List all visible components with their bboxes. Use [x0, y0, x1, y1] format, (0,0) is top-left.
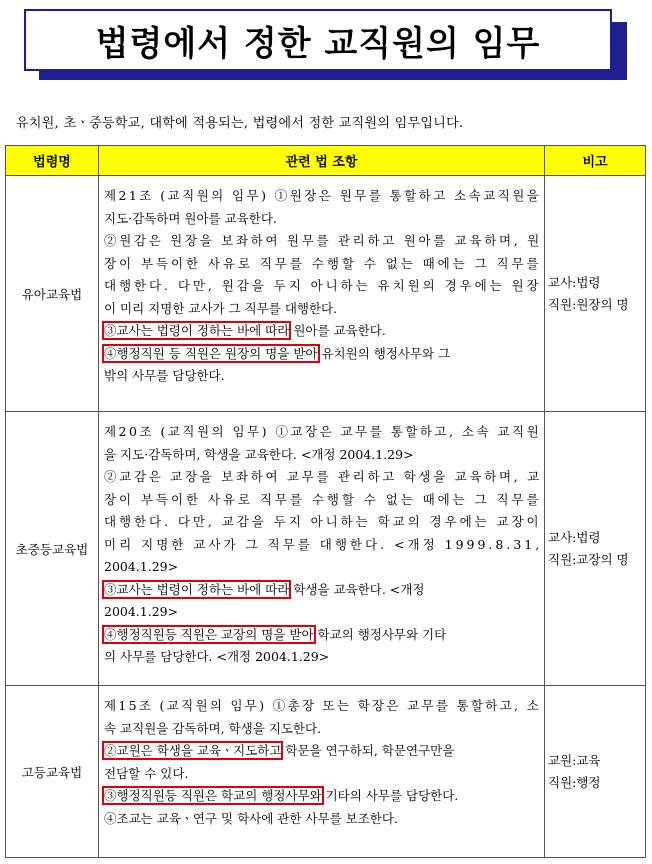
- clause-line: 속 교직원을 감독하며, 학생을 지도한다.: [104, 720, 322, 736]
- clause-line: 제20조 (교직원의 임무) ①교장은 교무를 통할하고, 소속 교직원: [104, 424, 542, 439]
- clause-line: ④조교는 교육ㆍ연구 및 학사에 관한 사무를 보조한다.: [104, 810, 398, 826]
- clause-line: 의 사무를 담당한다. <개정 2004.1.29>: [104, 649, 330, 664]
- clause-line: 지도·감독하며 원아를 교육한다.: [104, 210, 277, 226]
- clause-line: 2004.1.29>: [104, 559, 179, 574]
- clause-line: 대행한다. 다만, 교감을 두지 아니하는 학교의 경우에는 교장이: [104, 514, 542, 529]
- law-name: 초중등교육법: [6, 412, 99, 686]
- header-clause: 관련 법 조항: [99, 146, 545, 176]
- clause-line: ③교사는 법령이 정하는 바에 따라 학생을 교육한다. <개정: [104, 581, 425, 597]
- law-name: 고등교육법: [6, 686, 99, 858]
- clause-content: [99, 412, 545, 686]
- clause-line: ②원감은 원장을 보좌하여 원무를 관리하고 원아를 교육하며, 원: [104, 233, 542, 248]
- clause-line: ④행정직원 등 직원은 원장의 명을 받아 유치원의 행정사무와 그: [104, 345, 451, 361]
- header-note: 비고: [545, 146, 646, 176]
- clause-line: 이 미리 지명한 교사가 그 직무를 대행한다.: [104, 300, 338, 316]
- table-row: [6, 686, 646, 858]
- clause-line: 미리 지명한 교사가 그 직무를 대행한다. <개정 1999.8.31,: [104, 536, 543, 552]
- clause-line: 을 지도·감독하며, 학생을 교육한다. <개정 2004.1.29>: [104, 446, 414, 462]
- header-law: 법령명: [6, 146, 99, 176]
- duties-table: [5, 145, 646, 858]
- table-header-row: [6, 146, 646, 176]
- clause-line: 장이 부득이한 사유로 직무를 수행할 수 없는 때에는 그 직무를: [104, 255, 542, 271]
- clause-line: ③행정직원등 직원은 학교의 행정사무와 기타의 사무를 담당한다.: [104, 788, 459, 803]
- highlight-box: ④행정직원등 직원은 교장의 명을 받아: [104, 626, 314, 642]
- clause-line: ④행정직원등 직원은 교장의 명을 받아 학교의 행정사무와 기타: [104, 626, 447, 642]
- clause-line: 대행한다. 다만, 원감을 두지 아니하는 유치원의 경우에는 원장: [104, 278, 542, 293]
- law-name: 유아교육법: [6, 176, 99, 412]
- clause-line: ②교감은 교장을 보좌하여 교무를 관리하고 학생을 교육하며, 교: [104, 469, 542, 484]
- highlight-box: ③교사는 법령이 정하는 바에 따라: [104, 323, 290, 338]
- clause-line: 장이 부득이한 사유로 직무를 수행할 수 없는 때에는 그 직무를: [104, 491, 542, 507]
- clause-content: [99, 686, 545, 858]
- table-row: [6, 412, 646, 686]
- clause-line: 전담할 수 있다.: [104, 765, 189, 781]
- clause-line: 2004.1.29>: [104, 604, 179, 619]
- intro-text: 유치원, 초ㆍ중등학교, 대학에 적용되는, 법령에서 정한 교직원의 임무입니다.: [16, 116, 464, 131]
- highlight-box: ③교사는 법령이 정하는 바에 따라: [104, 581, 290, 597]
- note-cell: 교사:법령 직원:원장의 명: [545, 176, 646, 412]
- title-box: [24, 9, 612, 71]
- highlight-box: ②교원은 학생을 교육ㆍ지도하고: [104, 743, 282, 758]
- page-title: 법령에서 정한 교직원의 임무: [95, 23, 541, 64]
- note-cell: 교사:법령 직원:교장의 명: [545, 412, 646, 686]
- highlight-box: ④행정직원 등 직원은 원장의 명을 받아: [104, 345, 318, 361]
- note-cell: 교원:교육 직원:행정: [545, 686, 646, 858]
- clause-line: 제15조 (교직원의 임무) ①총장 또는 학장은 교무를 통할하고, 소: [104, 698, 541, 713]
- table-row: [6, 176, 646, 412]
- clause-content: [99, 176, 545, 412]
- clause-line: ②교원은 학생을 교육ㆍ지도하고 학문을 연구하되, 학문연구만을: [104, 743, 455, 758]
- highlight-box: ③행정직원등 직원은 학교의 행정사무와: [104, 788, 322, 803]
- clause-line: 제21조 (교직원의 임무) ①원장은 원무를 통할하고 소속교직원을: [104, 188, 542, 203]
- clause-line: 밖의 사무를 담당한다.: [104, 368, 225, 383]
- clause-line: ③교사는 법령이 정하는 바에 따라 원아를 교육한다.: [104, 323, 386, 338]
